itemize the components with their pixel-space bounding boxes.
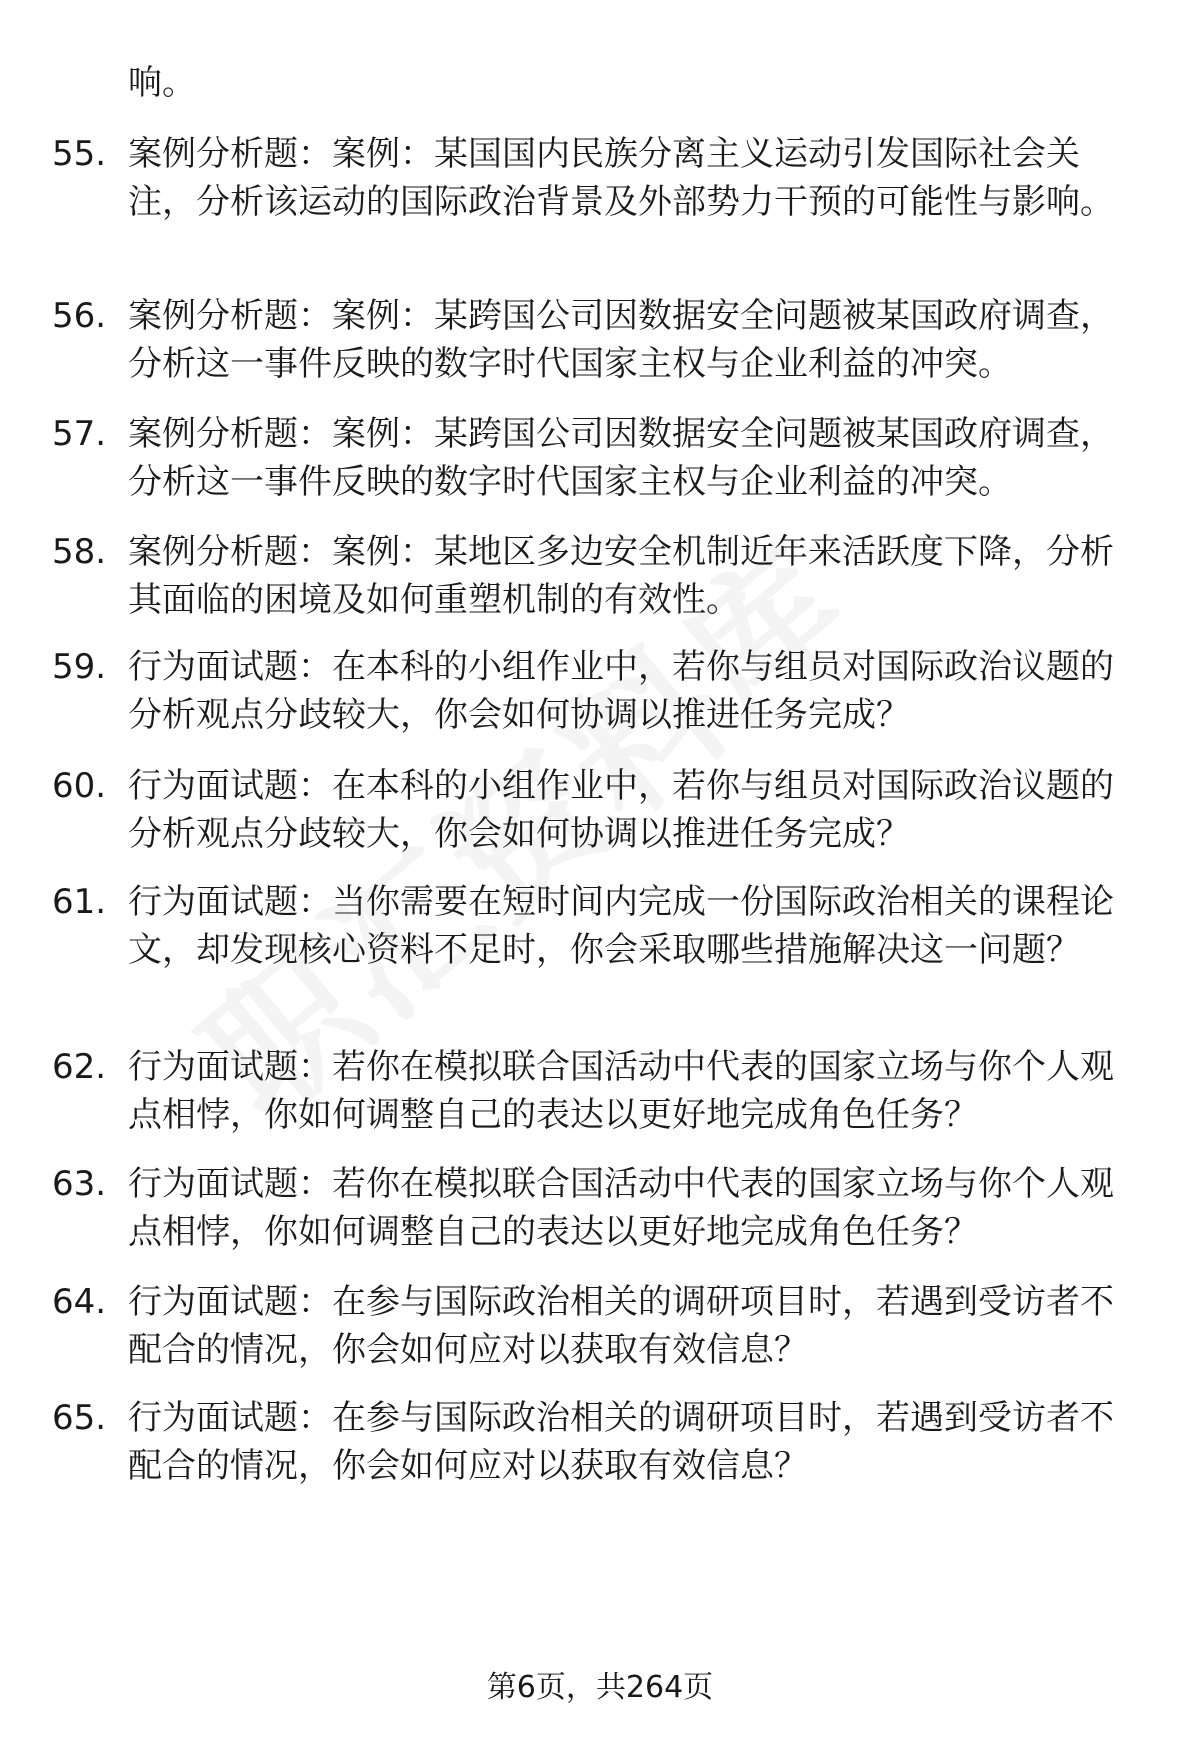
question-number: 57.: [52, 414, 107, 454]
question-text: 行为面试题：在本科的小组作业中，若你与组员对国际政治议题的分析观点分歧较大，你会如何协调以推进任务完成？: [128, 647, 1114, 735]
question-number: 61.: [52, 882, 107, 922]
page-footer: 第6页，共264页: [486, 1670, 714, 1705]
continuation-text: 响。: [128, 63, 196, 103]
question-text: 案例分析题：案例：某国国内民族分离主义运动引发国际社会关注，分析该运动的国际政治背景及外部势力干预的可能性与影响。: [128, 134, 1114, 222]
question-text: 行为面试题：在参与国际政治相关的调研项目时，若遇到受访者不配合的情况，你会如何应对以获取有效信息？: [128, 1398, 1114, 1486]
question-text: 案例分析题：案例：某地区多边安全机制近年来活跃度下降，分析其面临的困境及如何重塑机制的有效性。: [128, 532, 1114, 620]
question-text: 行为面试题：在参与国际政治相关的调研项目时，若遇到受访者不配合的情况，你会如何应对以获取有效信息？: [128, 1282, 1114, 1370]
question-number: 59.: [52, 647, 107, 687]
question-number: 64.: [52, 1282, 107, 1322]
question-text: 行为面试题：在本科的小组作业中，若你与组员对国际政治议题的分析观点分歧较大，你会如何协调以推进任务完成？: [128, 766, 1114, 854]
question-number: 60.: [52, 766, 107, 806]
question-text: 案例分析题：案例：某跨国公司因数据安全问题被某国政府调查，分析这一事件反映的数字时代国家主权与企业利益的冲突。: [128, 296, 1114, 384]
question-text: 行为面试题：当你需要在短时间内完成一份国际政治相关的课程论文，却发现核心资料不足时，你会采取哪些措施解决这一问题？: [128, 882, 1114, 970]
question-number: 62.: [52, 1047, 107, 1087]
question-text: 行为面试题：若你在模拟联合国活动中代表的国家立场与你个人观点相悖，你如何调整自己的表达以更好地完成角色任务？: [128, 1164, 1114, 1252]
question-number: 56.: [52, 296, 107, 336]
question-text: 行为面试题：若你在模拟联合国活动中代表的国家立场与你个人观点相悖，你如何调整自己的表达以更好地完成角色任务？: [128, 1047, 1114, 1135]
question-text: 案例分析题：案例：某跨国公司因数据安全问题被某国政府调查，分析这一事件反映的数字时代国家主权与企业利益的冲突。: [128, 414, 1114, 502]
question-number: 55.: [52, 134, 107, 174]
question-number: 58.: [52, 532, 107, 572]
question-number: 63.: [52, 1164, 107, 1204]
question-number: 65.: [52, 1398, 107, 1438]
